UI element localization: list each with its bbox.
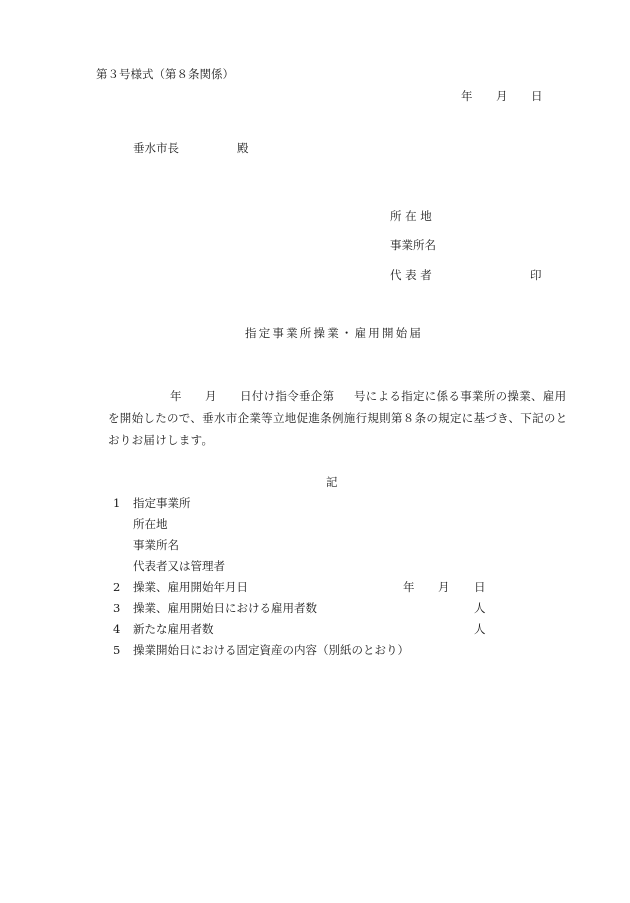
item-1-subitem-office-name: 事業所名 bbox=[133, 538, 179, 552]
item-4-number: 4 bbox=[113, 622, 121, 636]
applicant-representative-label: 代 表 者 bbox=[390, 268, 432, 282]
item-1-subitem-address: 所在地 bbox=[133, 517, 168, 531]
body-line2-text: を開始したので、垂水市企業等立地促進条例施行規則第８条の規定に基づき、下記のと bbox=[108, 411, 568, 425]
document-title: 指定事業所操業・雇用開始届 bbox=[245, 326, 424, 340]
addressee-name: 垂水市長 bbox=[133, 141, 179, 155]
body-line1-text: 号による指定に係る事業所の操業、雇用 bbox=[354, 389, 567, 403]
item-5-number: 5 bbox=[113, 643, 121, 657]
item-4-label: 新たな雇用者数 bbox=[133, 622, 214, 636]
item-2-day-label: 日 bbox=[474, 580, 486, 594]
applicant-address-label: 所 在 地 bbox=[390, 209, 432, 223]
item-2-number: 2 bbox=[113, 580, 121, 594]
item-2-month-label: 月 bbox=[438, 580, 450, 594]
form-label: 第３号様式（第８条関係） bbox=[96, 67, 234, 81]
item-1-number: 1 bbox=[113, 496, 121, 510]
item-2-label: 操業、雇用開始年月日 bbox=[133, 580, 248, 594]
item-3-label: 操業、雇用開始日における雇用者数 bbox=[133, 601, 317, 615]
item-2-year-label: 年 bbox=[403, 580, 415, 594]
date-day-label: 日 bbox=[531, 89, 543, 103]
item-1-subitem-representative: 代表者又は管理者 bbox=[133, 559, 225, 573]
body-designation-text: 日付け指令垂企第 bbox=[240, 389, 335, 403]
body-line3-text: おりお届けします。 bbox=[108, 433, 214, 447]
item-3-unit: 人 bbox=[474, 601, 486, 615]
body-month-label: 月 bbox=[205, 389, 217, 403]
body-year-label: 年 bbox=[170, 389, 182, 403]
item-5-label: 操業開始日における固定資産の内容（別紙のとおり） bbox=[133, 643, 409, 657]
item-1-label: 指定事業所 bbox=[133, 496, 191, 510]
applicant-office-name-label: 事業所名 bbox=[390, 238, 436, 252]
ki-heading: 記 bbox=[326, 475, 338, 489]
item-4-unit: 人 bbox=[474, 622, 486, 636]
item-3-number: 3 bbox=[113, 601, 121, 615]
seal-mark: 印 bbox=[530, 268, 542, 282]
addressee-honorific: 殿 bbox=[237, 141, 249, 155]
date-month-label: 月 bbox=[496, 89, 508, 103]
date-year-label: 年 bbox=[461, 89, 473, 103]
